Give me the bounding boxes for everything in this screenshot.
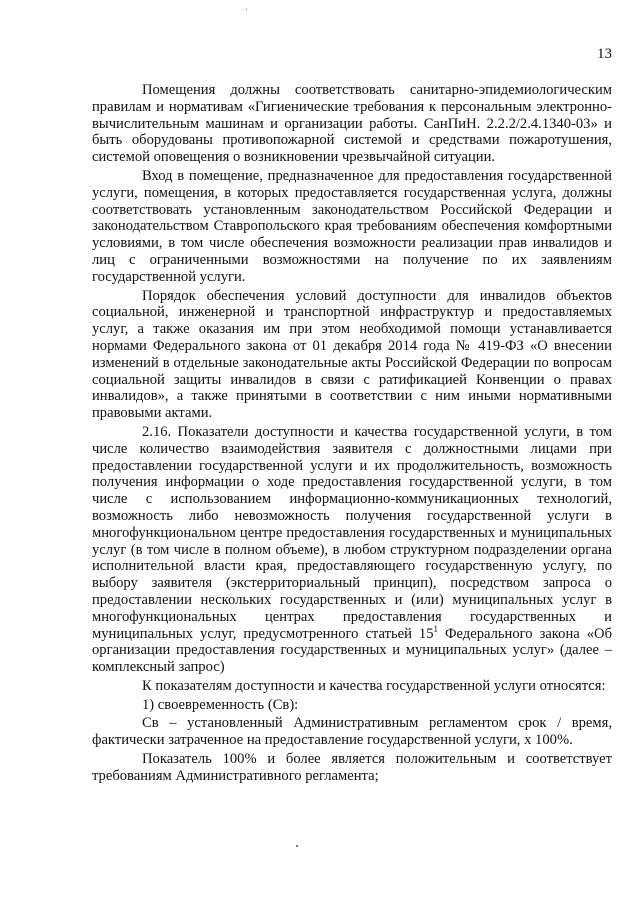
scan-speck [296,845,298,847]
article-superscript: 1 [433,623,438,634]
paragraph-premises-requirements: Помещения должны соответствовать санитарно-эпидемиологическим правилам и нормативам «Гигиенические требования к персональным электронно-вычислительным машинам и организации работы. СанПиН. 2.2.2/2.4.1340-03» и быть оборудованы противопожарной системой и средствами пожаротушения, системой оповещения о возникновении чрезвычайной ситуации. [92,82,612,166]
paragraph-timeliness-threshold: Показатель 100% и более является положительным и соответствует требованиям Административного регламента; [92,751,612,784]
paragraph-entrance-requirements: Вход в помещение, предназначенное для предоставления государственной услуги, помещения, в которых предоставляется государственная услуга, должны соответствовать установленным законодательством Российской Федерации и законодательством Ставропольского края требованиям обеспечения комфортными условиями, в том числе обеспечения возможности реализации прав инвалидов и лиц с ограниченными возможностями на получение по их заявлениям государственной услуги. [92,167,612,285]
paragraph-indicators-intro: К показателям доступности и качества государственной услуги относятся: [142,677,606,694]
indicators-text-after: Федерального закона «Об организации предоставления государственных и муниципальных услуг» (далее – комплексный запрос) [92,625,612,676]
paragraph-indicators-2-16 [92,424,612,676]
scan-speck [246,9,247,10]
paragraph-timeliness-item: 1) своевременность (Св): [142,696,299,713]
paragraph-accessibility-order: Порядок обеспечения условий доступности для инвалидов объектов социальной, инженерной и транспортной инфраструктур и предоставляемых услуг, а также оказания им при этом необходимой помощи устанавливается нормами Федерального закона от 01 декабря 2014 года № 419-ФЗ «О внесении изменений в отдельные законодательные акты Российской Федерации по вопросам социальной защиты инвалидов в связи с ратификацией Конвенции о правах инвалидов», а также принятыми в соответствии с ним иными нормативными правовыми актами. [92,287,612,422]
indicators-text-before: 2.16. Показатели доступности и качества государственной услуги, в том числе количество взаимодействия заявителя с должностными лицами при предоставлении государственной услуги и их продолжительность, возможность получения информации о ходе предоставления государственной услуги, в том числе с использованием информационно-коммуникационных технологий, возможность либо невозможность получения государственной услуги в многофункциональном центре предоставления государственных и муниципальных услуг (в том числе в полном объеме), в любом структурном подразделении органа исполнительной власти края, предоставляющего государственную услугу, по выбору заявителя (экстерриториальный принцип), посредством запроса о предоставлении нескольких государственных и (или) муниципальных услуг в многофункциональных центрах предоставления государственных и муниципальных услуг, предусмотренного статьей 15 [92,423,612,642]
page-number: 13 [597,46,612,62]
document-body [92,82,612,787]
paragraph-timeliness-formula: Св – установленный Административным регламентом срок / время, фактически затраченное на предоставление государственной услуги, х 100%. [92,715,612,749]
